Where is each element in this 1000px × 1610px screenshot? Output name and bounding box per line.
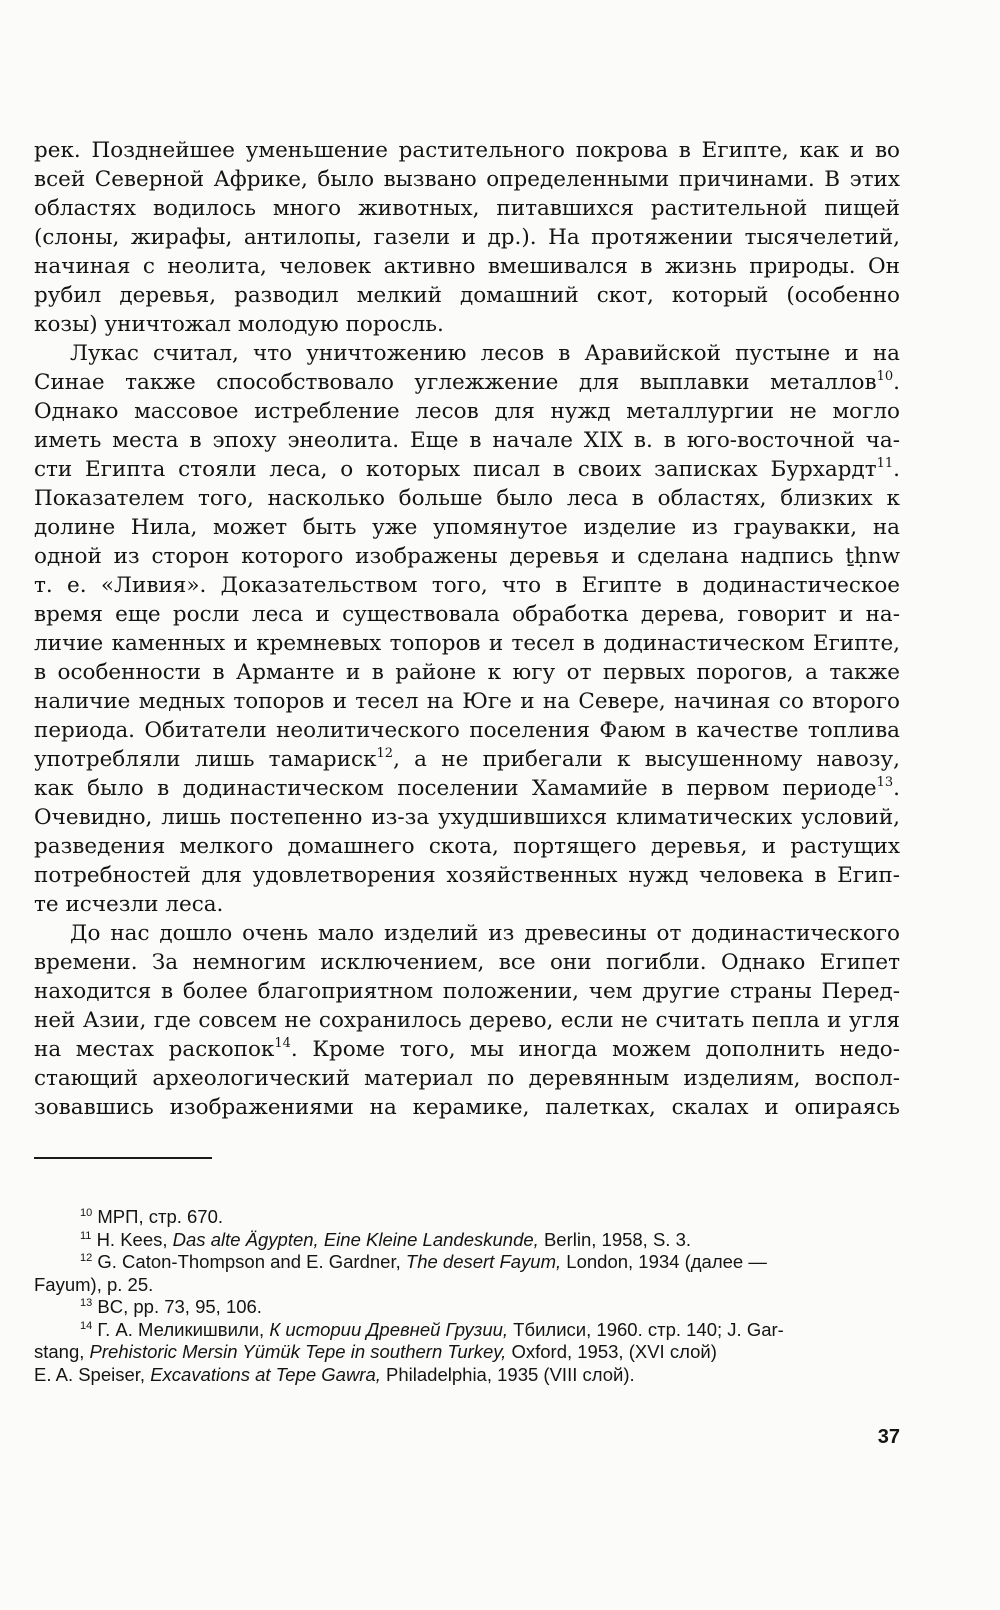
text-line: находится в более благоприятном положении, чем другие страны Перед- — [34, 979, 900, 1004]
text-line: Однако массовое истребление лесов для нужд металлургии не могло — [34, 399, 900, 424]
text-line: т. е. «Ливия». Доказательством того, что в Египте в додинастическое — [34, 573, 900, 598]
footnote-12 — [34, 1251, 900, 1274]
text-line: времени. За немногим исключением, все они погибли. Однако Египет — [34, 950, 900, 975]
text-line: те исчезли леса. — [34, 892, 224, 917]
footnote-14-cont — [34, 1364, 900, 1387]
footnote-text: Oxford, 1953, (XVI слой) — [506, 1341, 717, 1362]
footnote-text: Тбилиси, 1960. стр. 140; J. Gar- — [508, 1318, 784, 1340]
text-line: областях водилось много животных, питавшихся растительной пищей — [34, 196, 900, 221]
footnote-title: Das alte Ägypten, Eine Kleine Landeskunde, — [172, 1228, 539, 1250]
footnote-author: H. Kees, — [96, 1228, 173, 1250]
footnote-12-cont: Fayum), p. 25. — [34, 1273, 154, 1295]
footnote-text: E. A. Speiser, — [34, 1363, 151, 1385]
footnote-number: 14 — [80, 1319, 93, 1332]
footnote-number: 12 — [80, 1252, 93, 1264]
footnote-title: Excavations at Tepe Gawra, — [150, 1363, 381, 1385]
text-line: (слоны, жирафы, антилопы, газели и др.). На протяжении тысячелетий, — [34, 225, 900, 250]
text-fragment: . — [893, 776, 900, 801]
book-page — [34, 136, 900, 1576]
text-line: одной из сторон которого изображены деревья и сделана надпись ṯḥnw — [34, 544, 900, 569]
text-line: До нас дошло очень мало изделий из древесины от додинастического — [70, 921, 900, 946]
footnote-text: stang, — [34, 1341, 90, 1362]
text-line-with-ref — [34, 774, 900, 803]
text-fragment: употребляли лишь тамариск — [34, 747, 377, 772]
footnote-text: Berlin, 1958, S. 3. — [538, 1228, 692, 1250]
footnote-10 — [34, 1206, 900, 1229]
main-text — [34, 136, 900, 1122]
text-fragment: сти Египта стояли леса, о которых писал в своих записках Бурхардт — [34, 457, 877, 482]
footnote-14 — [34, 1319, 900, 1342]
text-line-with-ref — [34, 368, 900, 397]
text-line: козы) уничтожал молодую поросль. — [34, 312, 444, 337]
text-fragment: . — [893, 370, 900, 395]
footnotes — [34, 1206, 900, 1386]
footnote-ref-10: 10 — [876, 369, 894, 384]
footnote-ref-13: 13 — [876, 775, 894, 790]
text-line: потребностей для удовлетворения хозяйственных нужд человека в Егип- — [34, 863, 900, 888]
footnote-separator — [34, 1157, 212, 1159]
text-line: Очевидно, лишь постепенно из-за ухудшившихся климатических условий, — [34, 805, 900, 830]
text-line: всей Северной Африке, было вызвано определенными причинами. В этих — [34, 167, 900, 192]
footnote-text: BC, pp. 73, 95, 106. — [97, 1296, 262, 1317]
footnote-author: Г. А. Меликишвили, — [97, 1318, 270, 1340]
text-fragment: на местах раскопок — [34, 1037, 275, 1062]
text-line: иметь места в эпоху энеолита. Еще в начале XIX в. в юго-восточной ча- — [34, 428, 900, 453]
text-line: ней Азии, где совсем не сохранилось дерево, если не считать пепла и угля — [34, 1008, 900, 1033]
page-number: 37 — [877, 1426, 900, 1448]
text-fragment: . — [893, 457, 900, 482]
footnote-text: МРП, стр. 670. — [97, 1206, 224, 1227]
footnote-13 — [34, 1296, 900, 1319]
text-line-with-ref — [34, 455, 900, 484]
text-line: разведения мелкого домашнего скота, портящего деревья, и растущих — [34, 834, 900, 859]
footnote-title: Prehistoric Mersin Yümük Tepe in southern Turkey, — [89, 1341, 507, 1362]
text-line: периода. Обитатели неолитического поселения Фаюм в качестве топлива — [34, 718, 900, 743]
footnote-title: The desert Fayum, — [405, 1251, 562, 1272]
text-line-with-ref — [34, 1035, 900, 1064]
text-fragment: Синае также способствовало углежжение для выплавки металлов — [34, 370, 877, 395]
footnote-number: 11 — [80, 1229, 92, 1242]
footnote-11 — [34, 1229, 900, 1252]
text-fragment: как было в додинастическом поселении Хамамийе в первом периоде — [34, 776, 877, 801]
text-line: личие каменных и кремневых топоров и тесел в додинастическом Египте, — [34, 631, 900, 656]
footnote-author: G. Caton-Thompson and E. Gardner, — [97, 1251, 406, 1272]
footnote-14-cont — [34, 1341, 900, 1364]
text-line: Лукас считал, что уничтожению лесов в Аравийской пустыне и на — [70, 341, 900, 366]
text-line: Показателем того, насколько больше было леса в областях, близких к — [34, 486, 900, 511]
text-line: наличие медных топоров и тесел на Юге и на Севере, начиная со второго — [34, 689, 900, 714]
footnote-number: 13 — [80, 1297, 93, 1309]
text-line: рубил деревья, разводил мелкий домашний скот, который (особенно — [34, 283, 900, 308]
footnote-title: К истории Древней Грузии, — [269, 1318, 509, 1340]
text-line-with-ref — [34, 745, 900, 774]
text-fragment: , а не прибегали к высушенному навозу, — [393, 747, 900, 772]
text-line: долине Нила, может быть уже упомянутое изделие из граувакки, на — [34, 515, 900, 540]
text-line: время еще росли леса и существовала обработка дерева, говорит и на- — [34, 602, 900, 627]
footnote-ref-12: 12 — [376, 746, 394, 761]
text-fragment: . Кроме того, мы иногда можем дополнить недо- — [290, 1037, 901, 1062]
footnote-number: 10 — [80, 1207, 93, 1219]
text-line: рек. Позднейшее уменьшение растительного покрова в Египте, как и во — [34, 138, 900, 163]
footnote-ref-14: 14 — [274, 1036, 291, 1051]
footnote-text: London, 1934 (далее — — [561, 1251, 767, 1272]
text-line: начиная с неолита, человек активно вмешивался в жизнь природы. Он — [34, 254, 900, 279]
footnote-ref-11: 11 — [876, 456, 894, 471]
text-line: зовавшись изображениями на керамике, палетках, скалах и опираясь — [34, 1095, 900, 1120]
text-line: стающий археологический материал по деревянным изделиям, воспол- — [34, 1066, 900, 1091]
text-line: в особенности в Арманте и в районе к югу от первых порогов, а также — [34, 660, 900, 685]
footnote-text: Philadelphia, 1935 (VIII слой). — [380, 1363, 635, 1385]
